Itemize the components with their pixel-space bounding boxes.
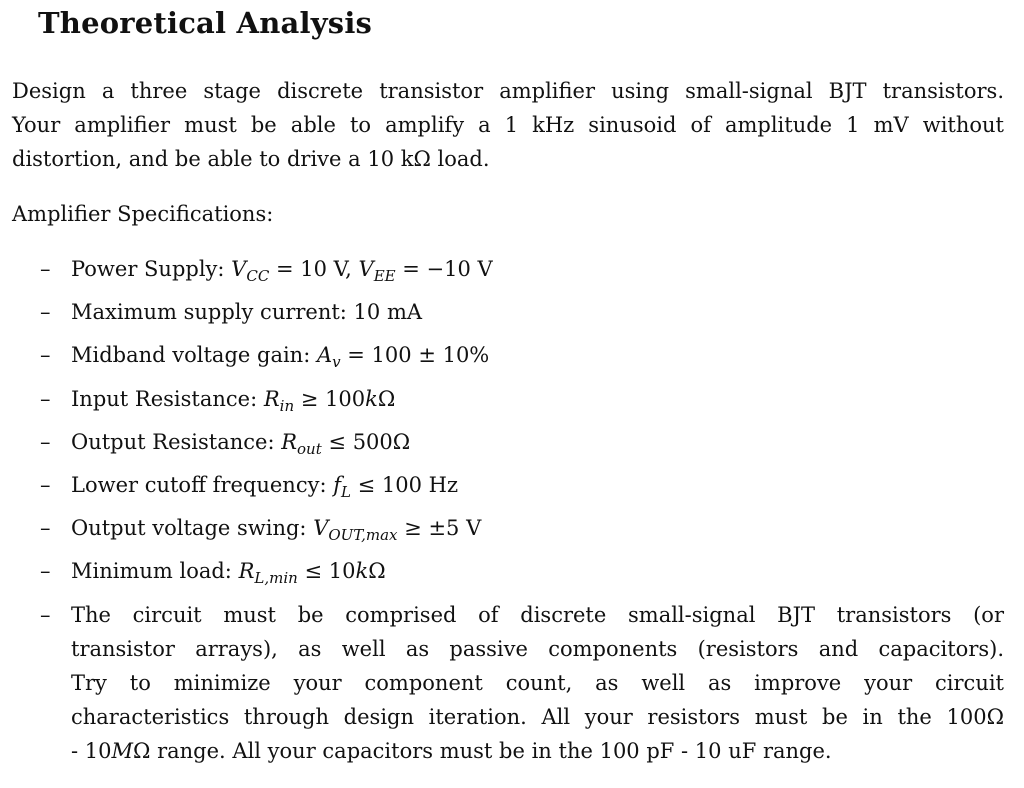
spec-math bbox=[231, 257, 493, 285]
bullet-dash: – bbox=[40, 516, 51, 541]
intro-line: Your amplifier must be able to amplify a 1 kHz sinusoid of amplitude 1 mV without bbox=[12, 113, 1004, 137]
spec-math bbox=[238, 559, 386, 588]
math-sub: L bbox=[340, 482, 351, 501]
math-var: V bbox=[358, 257, 374, 281]
math-var: A bbox=[316, 343, 333, 368]
spec-power-supply bbox=[71, 252, 493, 286]
range-prefix: - 10 bbox=[71, 739, 112, 763]
math-var: k bbox=[365, 386, 378, 411]
spec-output-swing bbox=[71, 511, 481, 545]
math-expr: = 100 ± 10% bbox=[340, 343, 490, 368]
spec-label: Output voltage swing: bbox=[71, 516, 314, 541]
spec-component-constraints bbox=[71, 598, 1004, 768]
intro-paragraph bbox=[12, 74, 1004, 176]
bullet-dash: – bbox=[40, 559, 51, 584]
intro-line: Design a three stage discrete transistor amplifier using small-signal BJT transistors. bbox=[12, 79, 1004, 103]
math-sub: out bbox=[297, 439, 322, 458]
math-sub: in bbox=[279, 396, 295, 415]
bullet-dash: – bbox=[40, 343, 51, 368]
spec-label: Lower cutoff frequency: bbox=[71, 472, 334, 497]
spec-label: Minimum load: bbox=[71, 559, 239, 584]
math-var: R bbox=[238, 559, 255, 584]
spec-label: Midband voltage gain: bbox=[71, 343, 317, 368]
range-suffix: Ω range. All your capacitors must be in the 100 pF - 10 uF range. bbox=[133, 739, 832, 763]
math-sub: EE bbox=[373, 267, 396, 285]
spec-label: Output Resistance: bbox=[71, 429, 282, 454]
math-expr: = −10 V bbox=[395, 257, 493, 281]
spec-math bbox=[281, 429, 411, 458]
list-item bbox=[0, 382, 1024, 425]
constraint-line: characteristics through design iteration. All your resistors must be in the 100Ω bbox=[71, 705, 1004, 729]
math-sub: CC bbox=[246, 267, 270, 285]
bullet-dash: – bbox=[40, 257, 51, 281]
list-item bbox=[0, 425, 1024, 468]
math-var: M bbox=[111, 739, 134, 763]
math-expr: ≤ 500Ω bbox=[321, 429, 411, 454]
spec-math bbox=[316, 343, 490, 372]
math-expr: = 10 V, bbox=[269, 257, 359, 281]
math-expr: ≥ 100 bbox=[294, 386, 366, 411]
bullet-dash: – bbox=[40, 472, 51, 497]
intro-line: distortion, and be able to drive a 10 kΩ load. bbox=[12, 147, 490, 171]
spec-label: Power Supply: bbox=[71, 257, 232, 281]
specifications-heading: Amplifier Specifications: bbox=[12, 202, 274, 226]
math-expr: ≤ 10 bbox=[297, 559, 356, 584]
section-title: Theoretical Analysis bbox=[38, 6, 373, 40]
list-item bbox=[0, 468, 1024, 511]
list-item bbox=[0, 295, 1024, 338]
spec-output-resistance bbox=[71, 425, 410, 459]
spec-supply-current: Maximum supply current: 10 mA bbox=[71, 300, 423, 325]
math-sub: OUT,max bbox=[328, 526, 398, 545]
spec-math bbox=[333, 472, 459, 501]
spec-math bbox=[313, 516, 482, 545]
spec-minimum-load bbox=[71, 554, 386, 588]
list-item bbox=[0, 338, 1024, 381]
constraint-line: transistor arrays), as well as passive components (resistors and capacitors). bbox=[71, 637, 1004, 661]
math-var: R bbox=[263, 386, 280, 411]
math-unit: Ω bbox=[368, 559, 386, 584]
constraint-line: The circuit must be comprised of discrete small-signal BJT transistors (or bbox=[71, 603, 1004, 627]
math-var: R bbox=[281, 429, 298, 454]
bullet-dash: – bbox=[40, 300, 51, 325]
constraint-line bbox=[71, 734, 1004, 768]
math-unit: Ω bbox=[377, 386, 396, 411]
list-item bbox=[0, 511, 1024, 554]
spec-label: Input Resistance: bbox=[71, 386, 264, 411]
bullet-dash: – bbox=[40, 603, 51, 627]
math-var: f bbox=[333, 472, 341, 497]
math-sub: v bbox=[332, 353, 341, 372]
math-var: k bbox=[355, 559, 369, 584]
math-var: V bbox=[231, 257, 247, 281]
spec-voltage-gain bbox=[71, 338, 489, 372]
spec-math bbox=[263, 386, 396, 415]
math-var: V bbox=[313, 516, 329, 541]
math-expr: ≥ ±5 V bbox=[397, 516, 482, 541]
bullet-dash: – bbox=[40, 386, 51, 411]
constraint-line: Try to minimize your component count, as well as improve your circuit bbox=[71, 671, 1004, 695]
specifications-list bbox=[0, 252, 1024, 598]
bullet-dash: – bbox=[40, 429, 51, 454]
math-sub: L,min bbox=[254, 569, 298, 588]
list-item bbox=[0, 554, 1024, 597]
math-expr: ≤ 100 Hz bbox=[350, 472, 459, 497]
spec-input-resistance bbox=[71, 382, 395, 416]
list-item bbox=[0, 252, 1024, 295]
spec-lower-cutoff bbox=[71, 468, 458, 502]
